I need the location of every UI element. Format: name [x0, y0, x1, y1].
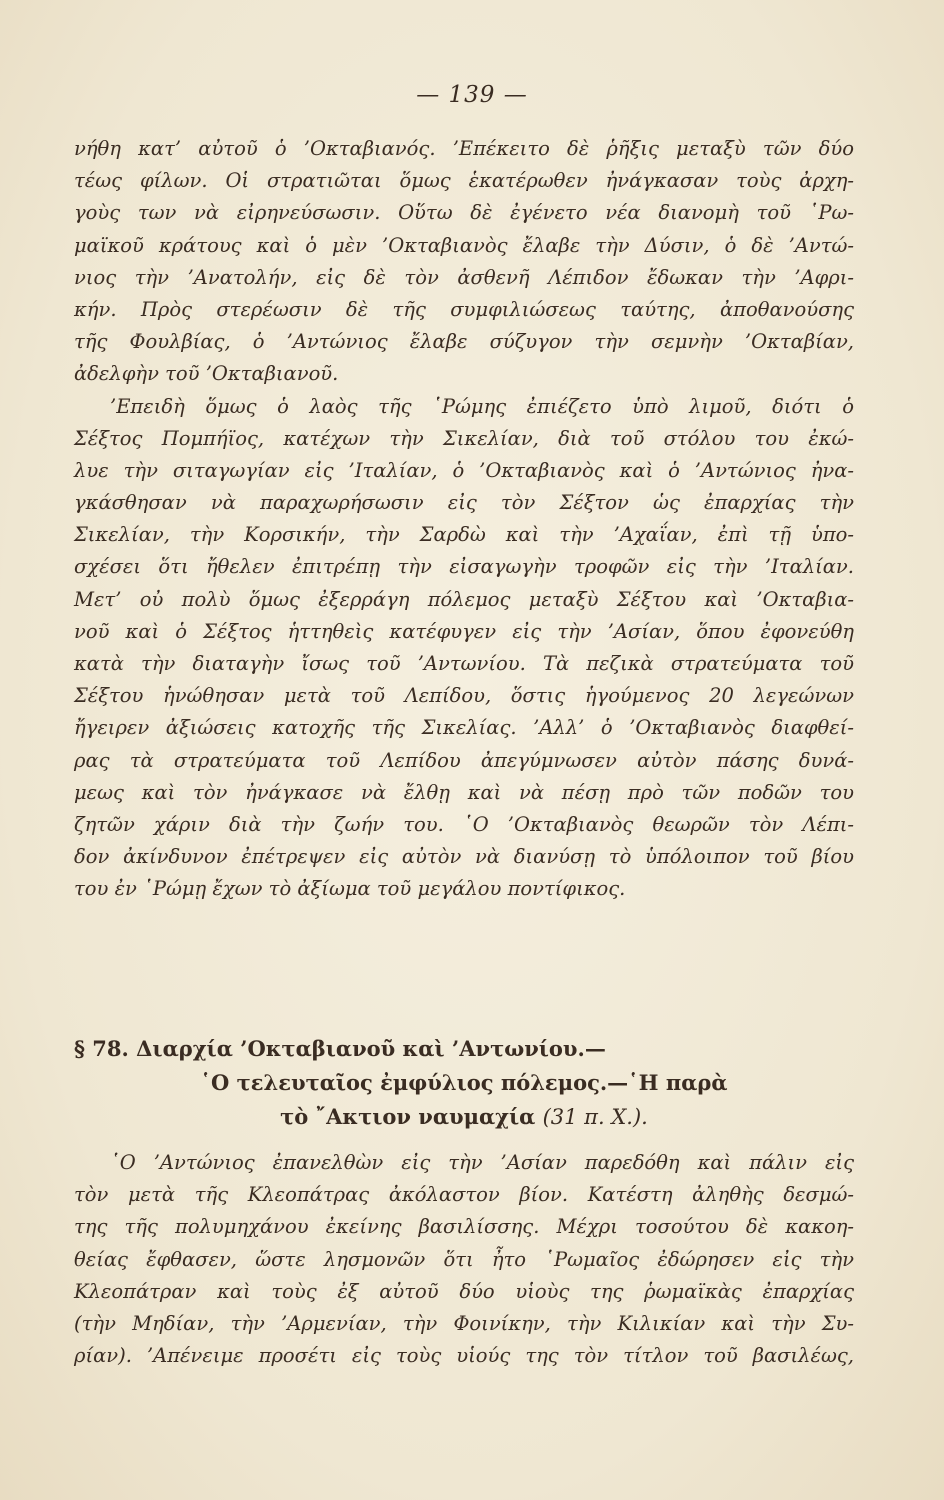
heading-date: (31 π. Χ.). [542, 1105, 648, 1129]
text-line: λυε τὴν σιταγωγίαν εἰς ’Ιταλίαν, ὁ ’Οκταβιανὸς καὶ ὁ ’Αντώνιος ἠνα- [74, 458, 854, 482]
page-number: — 139 — [416, 82, 528, 108]
text-line: Σέξτος Πομπήϊος, κατέχων τὴν Σικελίαν, διὰ τοῦ στόλου του ἐκώ- [74, 426, 854, 450]
text-line: τέως φίλων. Οἱ στρατιῶται ὅμως ἑκατέρωθεν ἠνάγκασαν τοὺς ἀρχη- [74, 169, 854, 193]
text-line: γκάσθησαν νὰ παραχωρήσωσιν εἰς τὸν Σέξτον ὡς ἐπαρχίας τὴν [74, 491, 854, 515]
text-line: νήθη κατ’ αὐτοῦ ὁ ’Οκταβιανός. ’Επέκειτο δὲ ῥῆξις μεταξὺ τῶν δύο [74, 137, 854, 160]
text-line: ἤγειρεν ἀξιώσεις κατοχῆς τῆς Σικελίας. ’Αλλ’ ὁ ’Οκταβιανὸς διαφθεί- [74, 716, 854, 740]
text-line: Μετ’ οὐ πολὺ ὅμως ἐξερράγη πόλεμος μεταξὺ Σέξτου καὶ ’Οκταβια- [74, 587, 854, 611]
text-line: σχέσει ὅτι ἤθελεν ἐπιτρέπῃ τὴν εἰσαγωγὴν τροφῶν εἰς τὴν ’Ιταλίαν. [74, 555, 854, 579]
text-line: ’Επειδὴ ὅμως ὁ λαὸς τῆς ῾Ρώμης ἐπιέζετο ὑπὸ λιμοῦ, διότι ὁ [110, 394, 854, 418]
text-line: μεως καὶ τὸν ἠνάγκασε νὰ ἔλθῃ καὶ νὰ πέσῃ πρὸ τῶν ποδῶν του [74, 780, 854, 804]
heading-line: ῾Ο τελευταῖος ἐμφύλιος πόλεμος.—῾Η παρὰ [200, 1070, 728, 1095]
text-line: Σικελίαν, τὴν Κορσικήν, τὴν Σαρδὼ καὶ τὴν ’Αχαΐαν, ἐπὶ τῇ ὑπο- [74, 523, 854, 547]
section-heading [74, 1032, 854, 1134]
text-line: ῾Ο ’Αντώνιος ἐπανελθὼν εἰς τὴν ’Ασίαν παρεδόθη καὶ πάλιν εἰς [110, 1151, 854, 1174]
text-line: ζητῶν χάριν διὰ τὴν ζωήν του. ῾Ο ’Οκταβιανὸς θεωρῶν τὸν Λέπι- [74, 812, 854, 836]
text-line: δον ἀκίνδυνον ἐπέτρεψεν εἰς αὐτὸν νὰ διανύσῃ τὸ ὑπόλοιπον τοῦ βίου [74, 845, 854, 869]
text-line: θείας ἔφθασεν, ὥστε λησμονῶν ὅτι ἦτο ῾Ρωμαῖος ἐδώρησεν εἰς τὴν [74, 1247, 854, 1271]
text-line: ρίαν). ’Απένειμε προσέτι εἰς τοὺς υἱούς της τὸν τίτλον τοῦ βασιλέως, [74, 1344, 854, 1368]
text-line: της τῆς πολυμηχάνου ἐκείνης βασιλίσσης. Μέχρι τοσούτου δὲ κακοη- [74, 1215, 854, 1239]
text-line: του ἐν ῾Ρώμῃ ἔχων τὸ ἀξίωμα τοῦ μεγάλου ποντίφικος. [74, 877, 626, 901]
body-text [74, 133, 854, 906]
text-line: νοῦ καὶ ὁ Σέξτος ἡττηθεὶς κατέφυγεν εἰς τὴν ’Ασίαν, ὅπου ἐφονεύθη [74, 619, 854, 643]
body-text [74, 1147, 854, 1372]
text-line: ρας τὰ στρατεύματα τοῦ Λεπίδου ἀπεγύμνωσεν αὐτὸν πάσης δυνά- [74, 748, 854, 772]
text-line: κατὰ τὴν διαταγὴν ἴσως τοῦ ’Αντωνίου. Τὰ πεζικὰ στρατεύματα τοῦ [74, 652, 854, 675]
heading-line: § 78. Διαρχία ’Οκταβιανοῦ καὶ ’Αντωνίου.— [74, 1036, 606, 1061]
text-line: μαϊκοῦ κράτους καὶ ὁ μὲν ’Οκταβιανὸς ἔλαβε τὴν Δύσιν, ὁ δὲ ’Αντώ- [74, 233, 854, 257]
text-line: γοὺς των νὰ εἰρηνεύσωσιν. Οὕτω δὲ ἐγένετο νέα διανομὴ τοῦ ῾Ρω- [74, 201, 854, 225]
heading-title-part: τὸ ῎Ακτιον ναυμαχία [280, 1104, 543, 1129]
text-line: Κλεοπάτραν καὶ τοὺς ἐξ αὐτοῦ δύο υἱοὺς της ῥωμαϊκὰς ἐπαρχίας [74, 1279, 854, 1303]
text-line: (τὴν Μηδίαν, τὴν ’Αρμενίαν, τὴν Φοινίκην, τὴν Κιλικίαν καὶ τὴν Συ- [74, 1311, 854, 1335]
text-line: τὸν μετὰ τῆς Κλεοπάτρας ἀκόλαστον βίον. Κατέστη ἀληθὴς δεσμώ- [74, 1183, 854, 1207]
text-line: νιος τὴν ’Ανατολήν, εἰς δὲ τὸν ἀσθενῆ Λέπιδον ἔδωκαν τὴν ’Αφρι- [74, 265, 854, 289]
heading-line [74, 1100, 854, 1134]
text-line: τῆς Φουλβίας, ὁ ’Αντώνιος ἔλαβε σύζυγον τὴν σεμνὴν ’Οκταβίαν, [74, 330, 854, 354]
text-line: κήν. Πρὸς στερέωσιν δὲ τῆς συμφιλιώσεως ταύτης, ἀποθανούσης [74, 297, 854, 321]
text-line: Σέξτου ἡνώθησαν μετὰ τοῦ Λεπίδου, ὅστις ἡγούμενος 20 λεγεώνων [74, 684, 854, 708]
text-line: ἀδελφὴν τοῦ ’Οκταβιανοῦ. [74, 362, 339, 386]
